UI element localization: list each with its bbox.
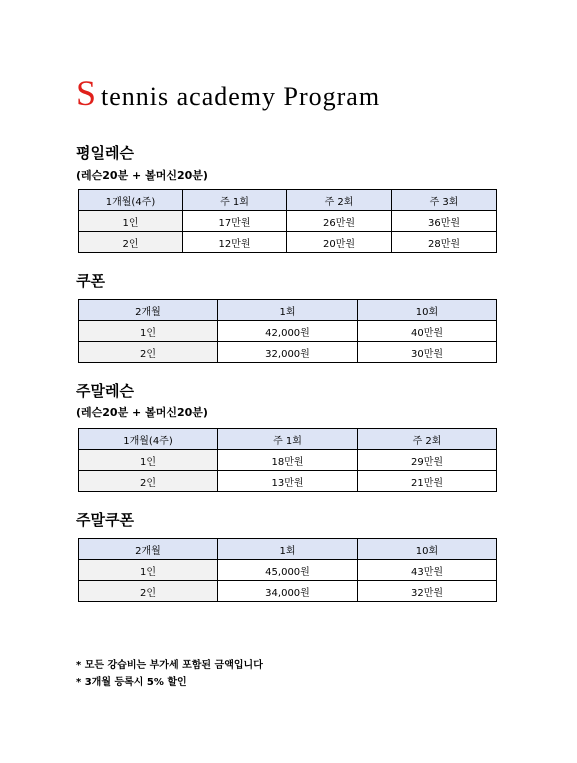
table-header-row — [79, 300, 497, 321]
price-cell: 30만원 — [358, 342, 497, 363]
header-cell: 2개월 — [79, 539, 218, 560]
price-cell: 21만원 — [358, 471, 497, 492]
coupon-table — [78, 299, 497, 363]
price-cell: 12만원 — [183, 232, 287, 253]
row-label: 2인 — [79, 471, 218, 492]
header-cell: 주 2회 — [287, 190, 392, 211]
note-vat-included: * 모든 강습비는 부가세 포함된 금액입니다 — [76, 660, 263, 671]
header-cell: 1회 — [218, 539, 358, 560]
price-cell: 17만원 — [183, 211, 287, 232]
section-title-weekend-lesson: 주말레슨 — [76, 382, 134, 400]
price-cell: 20만원 — [287, 232, 392, 253]
row-label: 2인 — [79, 232, 183, 253]
weekday-lesson-table — [78, 189, 497, 253]
price-cell: 45,000원 — [218, 560, 358, 581]
note-discount: * 3개월 등록시 5% 할인 — [76, 677, 187, 688]
row-label: 1인 — [79, 211, 183, 232]
table-row — [79, 450, 497, 471]
row-label: 2인 — [79, 342, 218, 363]
price-cell: 34,000원 — [218, 581, 358, 602]
row-label: 1인 — [79, 450, 218, 471]
table-row — [79, 560, 497, 581]
section-title-coupon: 쿠폰 — [76, 272, 105, 290]
price-cell: 32,000원 — [218, 342, 358, 363]
table-row — [79, 232, 497, 253]
price-cell: 40만원 — [358, 321, 497, 342]
section-title-weekend-coupon: 주말쿠폰 — [76, 511, 134, 529]
table-header-row — [79, 429, 497, 450]
section-subtitle-weekday-lesson: (레슨20분 + 볼머신20분) — [76, 169, 208, 182]
header-cell: 1개월(4주) — [79, 429, 218, 450]
header-cell: 주 2회 — [358, 429, 497, 450]
row-label: 2인 — [79, 581, 218, 602]
page-title — [76, 72, 380, 114]
row-label: 1인 — [79, 321, 218, 342]
price-cell: 43만원 — [358, 560, 497, 581]
price-cell: 18만원 — [218, 450, 358, 471]
header-cell: 주 3회 — [392, 190, 497, 211]
table-header-row — [79, 539, 497, 560]
table-row — [79, 211, 497, 232]
weekend-coupon-table — [78, 538, 497, 602]
price-cell: 32만원 — [358, 581, 497, 602]
row-label: 1인 — [79, 560, 218, 581]
price-cell: 29만원 — [358, 450, 497, 471]
header-cell: 1개월(4주) — [79, 190, 183, 211]
section-title-weekday-lesson: 평일레슨 — [76, 144, 134, 162]
notes — [76, 657, 263, 691]
price-cell: 26만원 — [287, 211, 392, 232]
table-row — [79, 321, 497, 342]
weekend-lesson-table — [78, 428, 497, 492]
table-row — [79, 342, 497, 363]
price-cell: 13만원 — [218, 471, 358, 492]
price-cell: 28만원 — [392, 232, 497, 253]
header-cell: 1회 — [218, 300, 358, 321]
table-row — [79, 581, 497, 602]
header-cell: 주 1회 — [183, 190, 287, 211]
header-cell: 10회 — [358, 300, 497, 321]
price-cell: 36만원 — [392, 211, 497, 232]
table-header-row — [79, 190, 497, 211]
header-cell: 2개월 — [79, 300, 218, 321]
price-cell: 42,000원 — [218, 321, 358, 342]
header-cell: 주 1회 — [218, 429, 358, 450]
title-initial: S — [76, 73, 98, 113]
title-text: tennis academy Program — [101, 82, 381, 111]
section-subtitle-weekend-lesson: (레슨20분 + 볼머신20분) — [76, 406, 208, 419]
table-row — [79, 471, 497, 492]
header-cell: 10회 — [358, 539, 497, 560]
